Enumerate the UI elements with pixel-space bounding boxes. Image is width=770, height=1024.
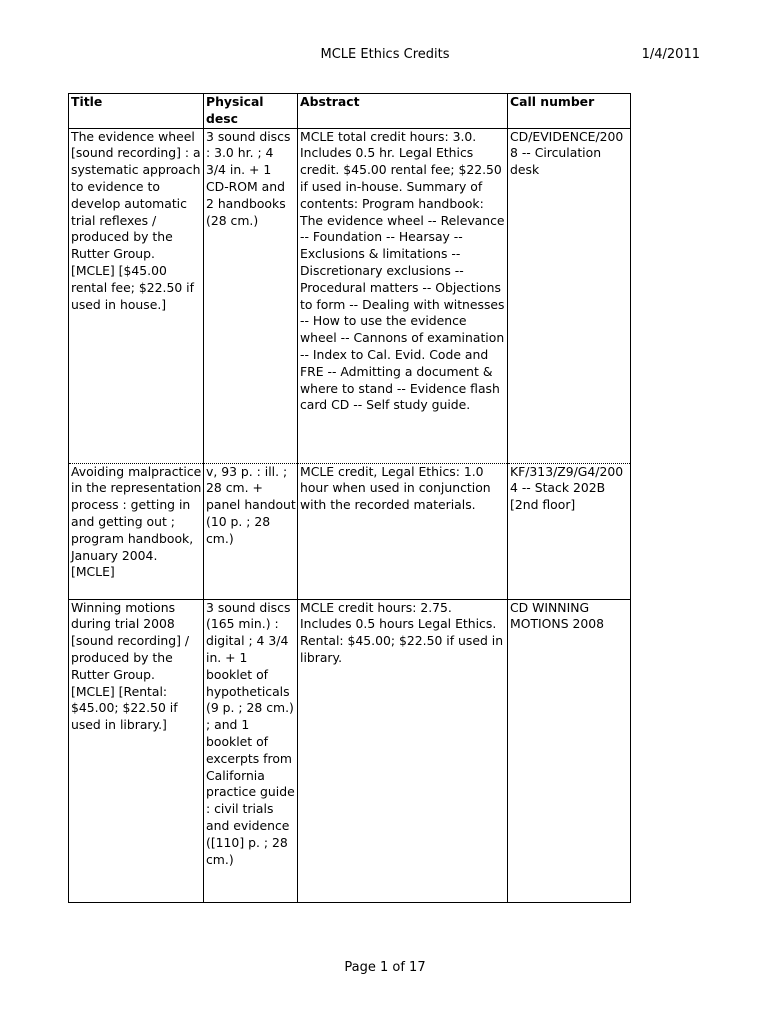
cell-call-number: KF/313/Z9/G4/2004 -- Stack 202B [2nd floor]: [508, 463, 631, 599]
cell-physical-desc: 3 sound discs : 3.0 hr. ; 4 3/4 in. + 1 CD-ROM and 2 handbooks (28 cm.): [204, 128, 298, 463]
page-number: Page 1 of 17: [344, 960, 426, 975]
table-header-row: [69, 94, 631, 129]
cell-call-number: CD/EVIDENCE/2008 -- Circulation desk: [508, 128, 631, 463]
column-header-physical-desc: Physical desc: [204, 94, 298, 129]
cell-title: Avoiding malpractice in the representation process : getting in and getting out ; program handbook, January 2004. [MCLE]: [69, 463, 204, 599]
table-row: [69, 128, 631, 463]
cell-call-number: CD WINNING MOTIONS 2008: [508, 599, 631, 902]
document-date: 1/4/2011: [641, 47, 700, 62]
ethics-credits-table: [68, 93, 631, 903]
cell-title: The evidence wheel [sound recording] : a systematic approach to evidence to develop automatic trial reflexes / produced by the Rutter Group. [MCLE] [$45.00 rental fee; $22.50 if used in house.]: [69, 128, 204, 463]
cell-abstract: MCLE credit hours: 2.75. Includes 0.5 hours Legal Ethics. Rental: $45.00; $22.50 if used in library.: [298, 599, 508, 902]
column-header-abstract: Abstract: [298, 94, 508, 129]
cell-physical-desc: 3 sound discs (165 min.) : digital ; 4 3/4 in. + 1 booklet of hypotheticals (9 p. ; 28 cm.) ; and 1 booklet of excerpts from California practice guide : civil trials and evidence ([110] p. ; 28 cm.): [204, 599, 298, 902]
cell-abstract: MCLE credit, Legal Ethics: 1.0 hour when used in conjunction with the recorded materials.: [298, 463, 508, 599]
column-header-title: Title: [69, 94, 204, 129]
cell-physical-desc: v, 93 p. : ill. ; 28 cm. + panel handout (10 p. ; 28 cm.): [204, 463, 298, 599]
cell-abstract: MCLE total credit hours: 3.0. Includes 0.5 hr. Legal Ethics credit. $45.00 rental fee; $22.50 if used in-house. Summary of contents: Program handbook: The evidence wheel -- Relevance -- Foundation -- Hearsay -- Exclusions & limitations -- Discretionary exclusions -- Procedural matters -- Objections to form -- Dealing with witnesses -- How to use the evidence wheel -- Cannons of examination -- Index to Cal. Evid. Code and FRE -- Admitting a document & where to stand -- Evidence flash card CD -- Self study guide.: [298, 128, 508, 463]
table-row: [69, 463, 631, 599]
column-header-call-number: Call number: [508, 94, 631, 129]
document-title: MCLE Ethics Credits: [320, 47, 450, 62]
cell-title: Winning motions during trial 2008 [sound recording] / produced by the Rutter Group. [MCLE] [Rental: $45.00; $22.50 if used in library.]: [69, 599, 204, 902]
table-row: [69, 599, 631, 902]
